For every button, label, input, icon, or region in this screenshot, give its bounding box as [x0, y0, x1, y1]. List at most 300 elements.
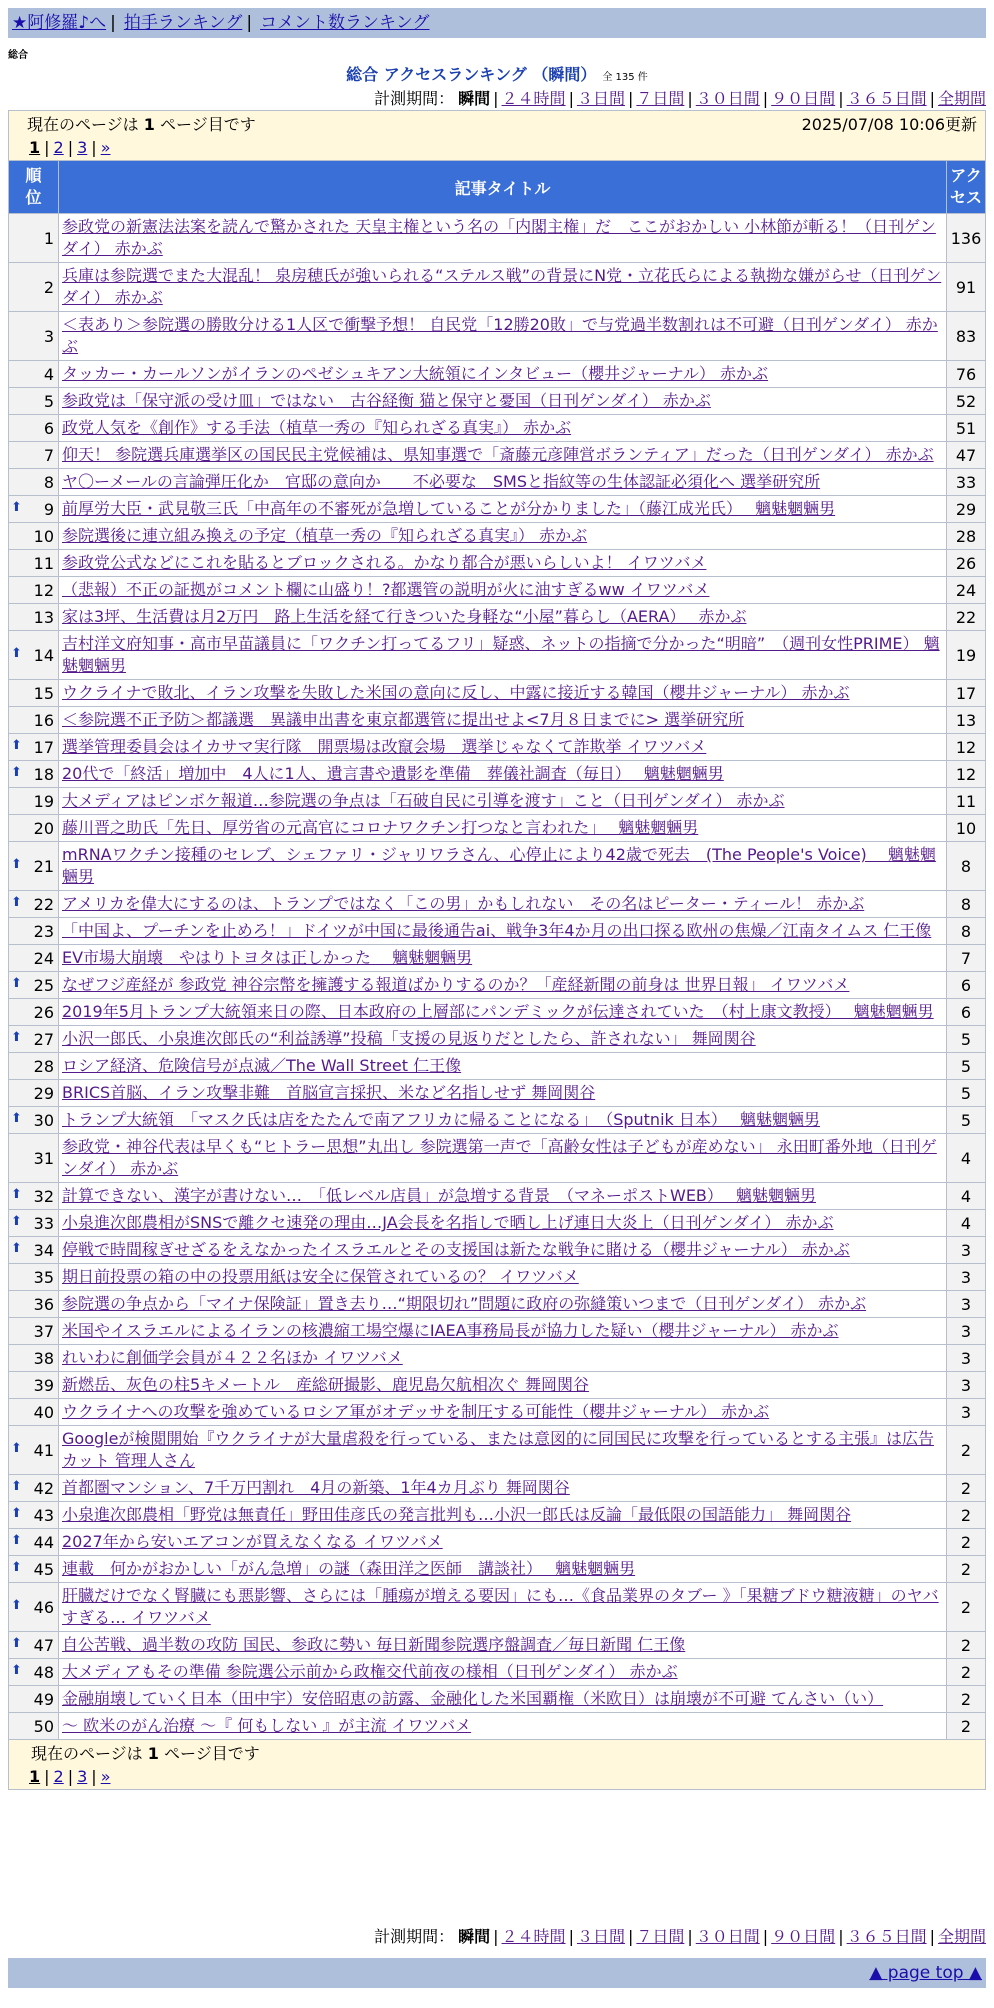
access-count: 2: [947, 1713, 986, 1740]
access-count: 26: [947, 550, 986, 577]
title-cell: [59, 1026, 947, 1053]
article-link[interactable]: 新燃岳、灰色の柱5キメートル 産総研撮影、鹿児島欠航相次ぐ 舞岡関谷: [62, 1375, 589, 1394]
period-separator: |: [568, 1927, 574, 1946]
rank-number: 1: [43, 228, 54, 248]
article-link[interactable]: 参院選の争点から「マイナ保険証」置き去り…“期限切れ”問題に政府の弥縫策いつまで（日刊ゲンダイ） 赤かぶ: [62, 1294, 867, 1313]
table-row: [9, 442, 986, 469]
rank-number: 50: [33, 1716, 54, 1736]
article-link[interactable]: 小泉進次郎農相「野党は無責任」野田佳彦氏の発言批判も…小沢一郎氏は反論「最低限の国語能力」 舞岡関谷: [62, 1505, 852, 1524]
rank-cell: [9, 788, 59, 815]
access-count: 2: [947, 1686, 986, 1713]
period-link[interactable]: ３０日間: [695, 1927, 760, 1946]
period-link[interactable]: 全期間: [937, 89, 986, 108]
table-row: [9, 631, 986, 680]
table-row: [9, 734, 986, 761]
table-row: [9, 891, 986, 918]
home-link[interactable]: ★阿修羅♪へ: [12, 13, 107, 33]
title-cell: [59, 1318, 947, 1345]
rank-number: 48: [33, 1662, 54, 1682]
rank-cell: [9, 631, 59, 680]
article-link[interactable]: なぜフジ産経が 参政党 神谷宗幣を擁護する報道ばかりするのか？「産経新聞の前身は 世界日報」 イワツバメ: [62, 975, 850, 994]
pager-separator: |: [67, 138, 74, 157]
rank-cell: [9, 1659, 59, 1686]
title-cell: [59, 1291, 947, 1318]
rank-cell: [9, 1372, 59, 1399]
period-link[interactable]: ２４時間: [501, 89, 566, 108]
rank-number: 30: [33, 1110, 54, 1130]
rank-cell: [9, 945, 59, 972]
table-row: [9, 761, 986, 788]
article-link[interactable]: アメリカを偉大にするのは、トランプではなく「この男」かもしれない その名はピーター・ティール！ 赤かぶ: [62, 894, 865, 913]
table-row: [9, 550, 986, 577]
rank-number: 4: [43, 364, 54, 384]
rank-number: 22: [33, 894, 54, 914]
article-link[interactable]: ～ 欧米のがん治療 ～『 何もしない 』が主流 イワツバメ: [62, 1716, 472, 1735]
title-cell: [59, 1053, 947, 1080]
page-title: [8, 62, 986, 85]
article-link[interactable]: ヤ〇ーメールの言論弾圧化か 官邸の意向か 不必要な SMSと指紋等の生体認証必須化へ 選挙研究所: [62, 472, 821, 491]
article-link[interactable]: 大メディアもその準備 参院選公示前から政権交代前夜の様相（日刊ゲンダイ） 赤かぶ: [62, 1662, 678, 1681]
rank-number: 37: [33, 1321, 54, 1341]
access-count: 4: [947, 1183, 986, 1210]
rank-cell: [9, 442, 59, 469]
article-link[interactable]: 金融崩壊していく日本（田中宇）安倍昭恵の訪露、金融化した米国覇権（米欧日）は崩壊が不可避 てんさい（い）: [62, 1689, 884, 1708]
rank-header: 順位: [9, 161, 59, 214]
article-link[interactable]: 小沢一郎氏、小泉進次郎氏の“利益誘導”投稿「支援の見返りだとしたら、許されない」 舞岡関谷: [62, 1029, 756, 1048]
arrow-up-icon: ⬆: [11, 1532, 22, 1548]
article-link[interactable]: 計算できない、漢字が書けない… 「低レベル店員」が急増する背景 （マネーポストWEB） 魑魅魍魎男: [62, 1186, 816, 1205]
title-cell: [59, 604, 947, 631]
rank-number: 26: [33, 1002, 54, 1022]
title-cell: [59, 945, 947, 972]
arrow-up-icon: ⬆: [11, 1478, 22, 1494]
rank-number: 29: [33, 1083, 54, 1103]
period-link[interactable]: ３０日間: [695, 89, 760, 108]
page-info-top: [9, 111, 986, 161]
table-row: [9, 1318, 986, 1345]
access-count: 29: [947, 496, 986, 523]
pager-separator: |: [91, 138, 97, 157]
ranking-table: [8, 110, 986, 1790]
article-link[interactable]: トランプ大統領 「マスク氏は店をたたんで南アフリカに帰ることになる」 （Sputnik 日本） 魑魅魍魎男: [62, 1110, 820, 1129]
access-count: 6: [947, 999, 986, 1026]
title-cell: [59, 1713, 947, 1740]
page-top-link[interactable]: ▲ page top ▲: [869, 1963, 982, 1983]
article-link[interactable]: 藤川晋之助氏「先日、厚労省の元高官にコロナワクチン打つなと言われた」 魑魅魍魎男: [62, 818, 699, 837]
article-link[interactable]: 2019年5月トランプ大統領来日の際、日本政府の上層部にパンデミックが伝達されていた （村上康文教授） 魑魅魍魎男: [62, 1002, 934, 1021]
rank-cell: [9, 1583, 59, 1632]
access-count: 24: [947, 577, 986, 604]
article-link[interactable]: タッカー・カールソンがイランのペゼシュキアン大統領にインタビュー（櫻井ジャーナル） 赤かぶ: [62, 364, 769, 383]
access-count: 51: [947, 415, 986, 442]
article-link[interactable]: ＜表あり＞参院選の勝敗分ける1人区で衝撃予想！ 自民党「12勝20敗」で与党過半数割れは不可避（日刊ゲンダイ） 赤かぶ: [62, 315, 938, 356]
rank-cell: [9, 550, 59, 577]
rank-number: 5: [43, 391, 54, 411]
article-link[interactable]: 兵庫は参院選でまた大混乱！ 泉房穂氏が強いられる“ステルス戦”の背景にN党・立花氏らによる執拗な嫌がらせ（日刊ゲンダイ） 赤かぶ: [62, 266, 942, 307]
rank-cell: [9, 388, 59, 415]
period-separator: |: [568, 89, 574, 108]
arrow-up-icon: ⬆: [11, 764, 22, 780]
rank-number: 25: [33, 975, 54, 995]
title-cell: [59, 1529, 947, 1556]
rank-number: 27: [33, 1029, 54, 1049]
rank-number: 17: [33, 737, 54, 757]
access-count: 4: [947, 1134, 986, 1183]
rank-cell: [9, 1053, 59, 1080]
rank-number: 10: [33, 526, 54, 546]
table-row: [9, 1053, 986, 1080]
category-label: 総合: [8, 50, 28, 61]
rank-cell: [9, 1502, 59, 1529]
article-link[interactable]: 選挙管理委員会はイカサマ実行隊 開票場は改竄会場 選挙じゃなくて詐欺挙 イワツバメ: [62, 737, 707, 756]
rank-number: 33: [33, 1213, 54, 1233]
article-link[interactable]: （悲報）不正の証拠がコメント欄に山盛り！?都選管の説明が火に油すぎるww イワツバメ: [62, 580, 710, 599]
access-count: 2: [947, 1583, 986, 1632]
pager-next[interactable]: »: [100, 138, 111, 157]
rank-number: 38: [33, 1348, 54, 1368]
table-row: [9, 361, 986, 388]
access-count: 2: [947, 1659, 986, 1686]
ranking-rows: [9, 214, 986, 1740]
pager-current: 1: [29, 138, 41, 157]
table-row: [9, 523, 986, 550]
rank-cell: [9, 1399, 59, 1426]
nav-separator: |: [110, 13, 116, 33]
title-cell: [59, 999, 947, 1026]
title-cell: [59, 1345, 947, 1372]
article-link[interactable]: 政党人気を《創作》する手法（植草一秀の『知られざる真実』） 赤かぶ: [62, 418, 572, 437]
article-link[interactable]: 仰天！ 参院選兵庫選挙区の国民民主党候補は、県知事選で「斎藤元彦陣営ボランティア」だった（日刊ゲンダイ） 赤かぶ: [62, 445, 934, 464]
table-row: [9, 1686, 986, 1713]
rank-number: 3: [43, 326, 54, 346]
access-count: 19: [947, 631, 986, 680]
period-separator: |: [493, 89, 499, 108]
table-row: [9, 1080, 986, 1107]
pager-current: 1: [29, 1767, 41, 1786]
rank-cell: [9, 263, 59, 312]
title-cell: [59, 263, 947, 312]
pager-separator: |: [91, 1767, 97, 1786]
article-link[interactable]: 「中国よ、プーチンを止めろ！」ドイツが中国に最後通告ai、戦争3年4か月の出口探る欧州の焦燥／江南タイムス 仁王像: [62, 921, 932, 940]
count-header: アクセス: [947, 161, 986, 214]
period-separator: |: [838, 89, 844, 108]
title-cell: [59, 918, 947, 945]
arrow-up-icon: ⬆: [11, 1029, 22, 1045]
access-count: 12: [947, 761, 986, 788]
table-row: [9, 1399, 986, 1426]
access-count: 3: [947, 1399, 986, 1426]
article-link[interactable]: ウクライナで敗北、イラン攻撃を失敗した米国の意向に反し、中露に接近する韓国（櫻井ジャーナル） 赤かぶ: [62, 683, 850, 702]
title-cell: [59, 761, 947, 788]
period-link[interactable]: ９０日間: [771, 89, 836, 108]
rank-number: 11: [33, 553, 54, 573]
article-link[interactable]: 20代で「終活」増加中 4人に1人、遺言書や遺影を準備 葬儀社調査（毎日） 魑魅魍魎男: [62, 764, 724, 783]
pager-link[interactable]: 2: [53, 1767, 64, 1786]
table-row: [9, 1583, 986, 1632]
period-link[interactable]: ７日間: [636, 1927, 685, 1946]
article-link[interactable]: 参政党の新憲法法案を読んで驚かされた 天皇主権という名の「内閣主権」だ ここがおかしい 小林節が斬る！（日刊ゲンダイ） 赤かぶ: [62, 217, 936, 258]
table-row: [9, 604, 986, 631]
period-separator: |: [929, 1927, 935, 1946]
rank-number: 18: [33, 764, 54, 784]
title-cell: [59, 972, 947, 999]
rank-cell: [9, 734, 59, 761]
access-count: 7: [947, 945, 986, 972]
access-count: 2: [947, 1426, 986, 1475]
table-row: [9, 312, 986, 361]
table-row: [9, 999, 986, 1026]
rank-number: 14: [33, 645, 54, 665]
article-link[interactable]: Googleが検閲開始『ウクライナが大量虐殺を行っている、または意図的に同国民に攻撃を行っているとする主張』は広告カット 管理人さん: [62, 1429, 934, 1470]
rank-cell: [9, 1134, 59, 1183]
title-cell: [59, 469, 947, 496]
rank-cell: [9, 815, 59, 842]
rank-cell: [9, 1556, 59, 1583]
rank-number: 6: [43, 418, 54, 438]
period-selector-bottom: [374, 1924, 986, 1947]
table-row: [9, 1556, 986, 1583]
rank-number: 2: [43, 277, 54, 297]
title-cell: [59, 1080, 947, 1107]
article-link[interactable]: 参政党・神谷代表は早くも“ヒトラー思想”丸出し 参院選第一声で「高齢女性は子どもが産めない」 永田町番外地（日刊ゲンダイ） 赤かぶ: [62, 1137, 937, 1178]
period-link[interactable]: 全期間: [937, 1927, 986, 1946]
comment-ranking-link[interactable]: コメント数ランキング: [260, 13, 430, 33]
title-cell: [59, 523, 947, 550]
table-row: [9, 1210, 986, 1237]
rank-number: 24: [33, 948, 54, 968]
article-link[interactable]: BRICS首脳、イラン攻撃非難 首脳宣言採択、米など名指しせず 舞岡関谷: [62, 1083, 596, 1102]
article-link[interactable]: 参院選後に連立組み換えの予定（植草一秀の『知られざる真実』） 赤かぶ: [62, 526, 588, 545]
title-cell: [59, 631, 947, 680]
pager-separator: |: [67, 1767, 74, 1786]
title-cell: [59, 842, 947, 891]
rank-number: 43: [33, 1505, 54, 1525]
access-count: 2: [947, 1475, 986, 1502]
article-link[interactable]: 肝臓だけでなく腎臓にも悪影響、さらには「腫瘍が増える要因」にも…《食品業界のタブー 》「果糖ブドウ糖液糖」のヤバすぎる… イワツバメ: [62, 1586, 939, 1627]
article-link[interactable]: mRNAワクチン接種のセレブ、シェファリ・ジャリワラさん、心停止により42歳で死去 (The People's Voice) 魑魅魍魎男: [62, 845, 936, 886]
title-cell: [59, 1399, 947, 1426]
rank-number: 35: [33, 1267, 54, 1287]
title-cell: [59, 815, 947, 842]
title-cell: [59, 442, 947, 469]
title-cell: [59, 1502, 947, 1529]
top-nav-bar: [8, 8, 986, 38]
pager-separator: |: [44, 138, 50, 157]
pager-separator: |: [44, 1767, 50, 1786]
rank-cell: [9, 312, 59, 361]
rank-cell: [9, 1426, 59, 1475]
period-link[interactable]: ３日間: [576, 1927, 625, 1946]
rank-cell: [9, 707, 59, 734]
access-count: 13: [947, 707, 986, 734]
access-count: 5: [947, 1107, 986, 1134]
arrow-up-icon: ⬆: [11, 1213, 22, 1229]
period-separator: |: [627, 89, 634, 108]
title-cell: [59, 1686, 947, 1713]
access-count: 3: [947, 1372, 986, 1399]
table-row: [9, 1659, 986, 1686]
pager-next[interactable]: »: [100, 1767, 111, 1786]
access-count: 2: [947, 1502, 986, 1529]
article-link[interactable]: れいわに創価学会員が４２２名ほか イワツバメ: [62, 1348, 403, 1367]
title-cell: [59, 550, 947, 577]
rank-number: 34: [33, 1240, 54, 1260]
arrow-up-icon: ⬆: [11, 1186, 22, 1202]
period-separator: |: [838, 1927, 844, 1946]
pager-link[interactable]: 3: [77, 138, 88, 157]
table-row: [9, 1264, 986, 1291]
arrow-up-icon: ⬆: [11, 645, 22, 661]
period-link[interactable]: ３日間: [576, 89, 625, 108]
title-cell: [59, 1475, 947, 1502]
rank-number: 8: [43, 472, 54, 492]
rank-cell: [9, 577, 59, 604]
table-row: [9, 1183, 986, 1210]
rank-number: 31: [33, 1148, 54, 1168]
article-link[interactable]: 参政党は「保守派の受け皿」ではない 古谷経衡 猫と保守と憂国（日刊ゲンダイ） 赤かぶ: [62, 391, 711, 410]
article-link[interactable]: ロシア経済、危険信号が点滅／The Wall Street 仁王像: [62, 1056, 462, 1075]
article-link[interactable]: 期日前投票の箱の中の投票用紙は安全に保管されているの？ イワツバメ: [62, 1267, 579, 1286]
table-row: [9, 1237, 986, 1264]
rank-cell: [9, 1686, 59, 1713]
rank-cell: [9, 1318, 59, 1345]
ranking-title: 総合 アクセスランキング （瞬間）: [346, 65, 597, 84]
rank-cell: [9, 680, 59, 707]
table-row: [9, 1632, 986, 1659]
access-count: 91: [947, 263, 986, 312]
table-row: [9, 842, 986, 891]
access-count: 5: [947, 1053, 986, 1080]
title-header: 記事タイトル: [59, 161, 947, 214]
rank-cell: [9, 1237, 59, 1264]
title-cell: [59, 1556, 947, 1583]
rank-number: 15: [33, 683, 54, 703]
access-count: 2: [947, 1632, 986, 1659]
article-link[interactable]: 2027年から安いエアコンが買えなくなる イワツバメ: [62, 1532, 443, 1551]
rank-cell: [9, 361, 59, 388]
table-row: [9, 415, 986, 442]
article-link[interactable]: 首都圏マンション、7千万円割れ 4月の新築、1年4カ月ぶり 舞岡関谷: [62, 1478, 570, 1497]
access-count: 3: [947, 1318, 986, 1345]
period-label: 計測期間：: [374, 1927, 455, 1946]
article-link[interactable]: 大メディアはピンボケ報道…参院選の争点は「石破自民に引導を渡す」こと（日刊ゲンダイ） 赤かぶ: [62, 791, 785, 810]
access-count: 8: [947, 918, 986, 945]
period-link[interactable]: ３６５日間: [846, 1927, 927, 1946]
access-count: 47: [947, 442, 986, 469]
access-count: 3: [947, 1345, 986, 1372]
access-count: 33: [947, 469, 986, 496]
rank-cell: [9, 761, 59, 788]
pager-top: [9, 136, 985, 160]
page-status: 現在のページは 1 ページ目です: [27, 115, 256, 134]
title-cell: [59, 1426, 947, 1475]
page-info-bottom: [9, 1740, 986, 1790]
applause-ranking-link[interactable]: 拍手ランキング: [123, 13, 243, 33]
arrow-up-icon: ⬆: [11, 1110, 22, 1126]
article-link[interactable]: ＜参院選不正予防＞都議選 異議申出書を東京都選管に提出せよ<7月８日までに> 選挙研究所: [62, 710, 745, 729]
access-count: 8: [947, 891, 986, 918]
title-cell: [59, 1583, 947, 1632]
article-link[interactable]: 前厚労大臣・武見敬三氏「中高年の不審死が急増していることが分かりました」（藤江成光氏） 魑魅魍魎男: [62, 499, 836, 518]
rank-cell: [9, 1264, 59, 1291]
rank-number: 32: [33, 1186, 54, 1206]
arrow-up-icon: ⬆: [11, 1505, 22, 1521]
rank-cell: [9, 972, 59, 999]
article-link[interactable]: ウクライナへの攻撃を強めているロシア軍がオデッサを制圧する可能性（櫻井ジャーナル） 赤かぶ: [62, 1402, 770, 1421]
bottom-bar: [8, 1958, 986, 1988]
rank-number: 39: [33, 1375, 54, 1395]
article-link[interactable]: 家は3坪、生活費は月2万円 路上生活を経て行きついた身軽な“小屋”暮らし（AERA） 赤かぶ: [62, 607, 747, 626]
article-link[interactable]: 自公苦戦、過半数の攻防 国民、参政に勢い 毎日新聞参院選序盤調査／毎日新聞 仁王像: [62, 1635, 686, 1654]
rank-number: 23: [33, 921, 54, 941]
rank-number: 21: [33, 856, 54, 876]
article-link[interactable]: 連載 何かがおかしい「がん急増」の謎（森田洋之医師 講談社） 魑魅魍魎男: [62, 1559, 636, 1578]
pager-link[interactable]: 2: [53, 138, 64, 157]
title-cell: [59, 1632, 947, 1659]
arrow-up-icon: ⬆: [11, 1240, 22, 1256]
period-link[interactable]: ２４時間: [501, 1927, 566, 1946]
access-count: 4: [947, 1210, 986, 1237]
period-link[interactable]: ９０日間: [771, 1927, 836, 1946]
article-link[interactable]: 米国やイスラエルによるイランの核濃縮工場空爆にIAEA事務局長が協力した疑い（櫻井ジャーナル） 赤かぶ: [62, 1321, 839, 1340]
rank-cell: [9, 891, 59, 918]
pager-link[interactable]: 3: [77, 1767, 88, 1786]
rank-cell: [9, 918, 59, 945]
rank-cell: [9, 1713, 59, 1740]
period-separator: |: [762, 89, 769, 108]
rank-number: 36: [33, 1294, 54, 1314]
article-link[interactable]: 参政党公式などにこれを貼るとブロックされる。かなり都合が悪いらしいよ！ イワツバメ: [62, 553, 707, 572]
table-row: [9, 1713, 986, 1740]
rank-cell: [9, 1632, 59, 1659]
article-link[interactable]: 小泉進次郎農相がSNSで離クセ速発の理由…JA会長を名指しで晒し上げ連日大炎上（日刊ゲンダイ） 赤かぶ: [62, 1213, 834, 1232]
rank-cell: [9, 415, 59, 442]
rank-cell: [9, 1291, 59, 1318]
rank-cell: [9, 1026, 59, 1053]
rank-cell: [9, 496, 59, 523]
rank-number: 42: [33, 1478, 54, 1498]
title-cell: [59, 577, 947, 604]
rank-cell: [9, 1107, 59, 1134]
rank-cell: [9, 1080, 59, 1107]
rank-cell: [9, 1345, 59, 1372]
arrow-up-icon: ⬆: [11, 1635, 22, 1651]
article-link[interactable]: 停戦で時間稼ぎせざるをえなかったイスラエルとその支援国は新たな戦争に賭ける（櫻井ジャーナル） 赤かぶ: [62, 1240, 850, 1259]
period-link[interactable]: ７日間: [636, 89, 685, 108]
title-cell: [59, 1372, 947, 1399]
period-separator: |: [687, 89, 693, 108]
rank-number: 45: [33, 1559, 54, 1579]
rank-cell: [9, 1529, 59, 1556]
table-row: [9, 469, 986, 496]
period-link[interactable]: ３６５日間: [846, 89, 927, 108]
rank-number: 7: [43, 445, 54, 465]
title-cell: [59, 496, 947, 523]
rank-number: 44: [33, 1532, 54, 1552]
table-row: [9, 496, 986, 523]
table-row: [9, 577, 986, 604]
title-cell: [59, 1659, 947, 1686]
table-row: [9, 263, 986, 312]
arrow-up-icon: ⬆: [11, 499, 22, 515]
rank-cell: [9, 214, 59, 263]
period-selector-top: [374, 86, 986, 109]
article-link[interactable]: 吉村洋文府知事・高市早苗議員に「ワクチン打ってるフリ」疑惑、ネットの指摘で分かった“明暗” （週刊女性PRIME） 魑魅魍魎男: [62, 634, 940, 675]
access-count: 136: [947, 214, 986, 263]
title-cell: [59, 1237, 947, 1264]
article-link[interactable]: EV市場大崩壊 やはりトヨタは正しかった 魑魅魍魎男: [62, 948, 473, 967]
rank-number: 41: [33, 1440, 54, 1460]
